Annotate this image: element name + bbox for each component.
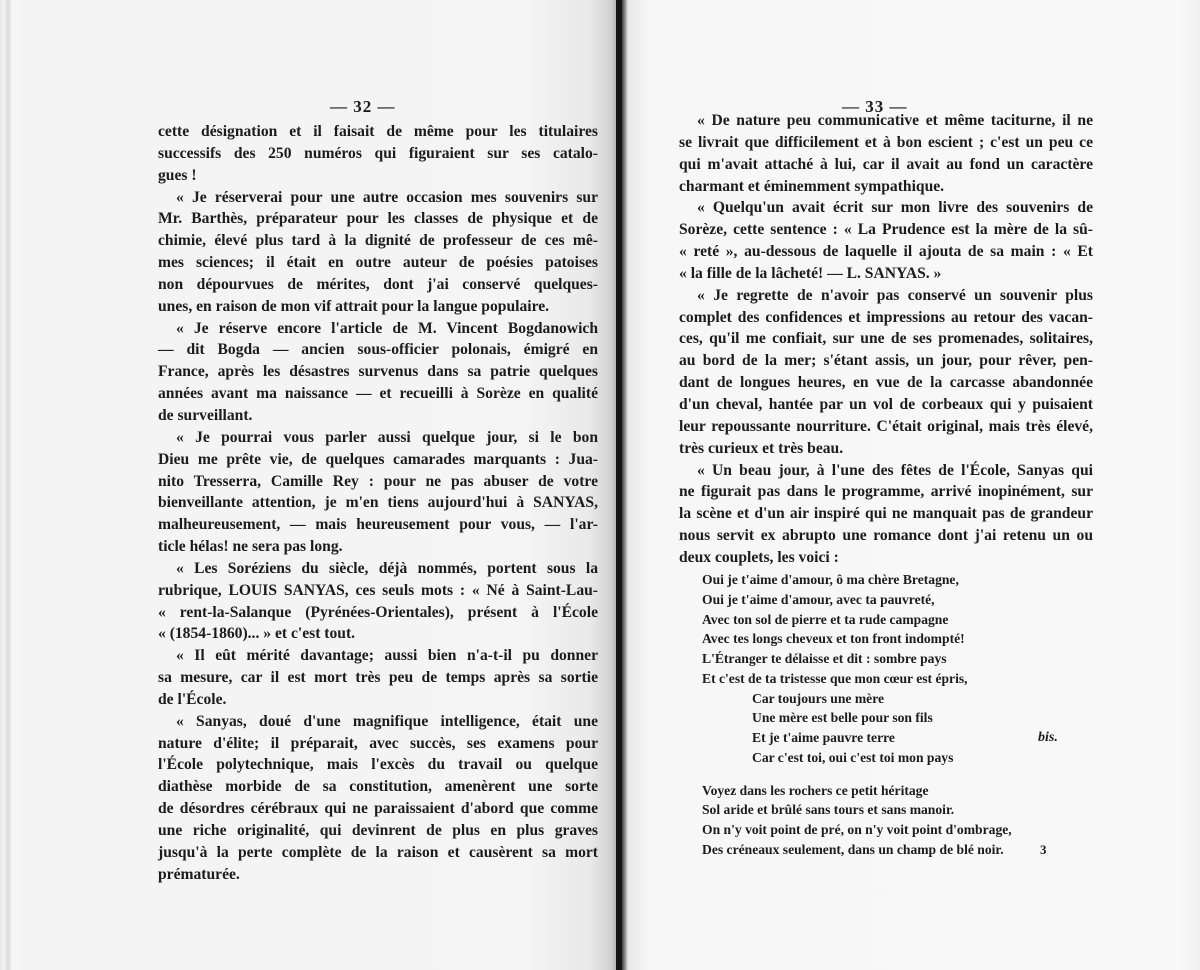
poem (702, 570, 1082, 860)
text-line: successifs des 250 numéros qui figuraient sur ses catalo- (158, 144, 598, 162)
right-page-text (679, 110, 1093, 569)
poem-verse: On n'y voit point de pré, on n'y voit point d'ombrage, (702, 822, 1012, 837)
refrain-repeat-mark: bis. (1038, 730, 1058, 745)
text-line: Dieu me prête vie, de quelques camarades marquants : Jua- (158, 450, 598, 468)
book-spine (616, 0, 622, 970)
text-line: « Je pourrai vous parler aussi quelque jour, si le bon (176, 428, 598, 446)
text-line: « Je réserve encore l'article de M. Vincent Bogdanowich (176, 319, 598, 337)
text-line: Mr. Barthès, préparateur pour les classes de physique et de (158, 210, 598, 228)
text-line: complet des confidences et impressions au retour des vacan- (679, 308, 1093, 326)
poem-verse: L'Étranger te délaisse et dit : sombre pays (702, 651, 947, 666)
poem-verse: Voyez dans les rochers ce petit héritage (702, 782, 929, 798)
text-line: « reté », au-dessous de laquelle il ajouta de sa main : « Et (679, 243, 1093, 261)
text-line: France, après les désastres survenus dans sa patrie quelques (158, 363, 598, 381)
text-line: « (1854-1860)... » et c'est tout. (158, 625, 356, 643)
text-line: ces, qu'il me confiait, sur une de ses promenades, solitaires, (679, 330, 1093, 348)
text-line: « rent-la-Salanque (Pyrénées-Orientales), présent à l'École (158, 603, 598, 621)
poem-verse: Des créneaux seulement, dans un champ de blé noir. (702, 841, 1004, 857)
poem-verse: Oui je t'aime d'amour, ô ma chère Bretagne, (702, 572, 959, 587)
poem-verse: Oui je t'aime d'amour, avec ta pauvreté, (702, 591, 935, 607)
text-line: unes, en raison de mon vif attrait pour la langue populaire. (158, 297, 550, 315)
text-line: gues ! (158, 166, 197, 184)
page-number-right: — 33 — (842, 97, 908, 116)
text-line: de désordres cérébraux qui ne paraissaient d'abord que comme (158, 800, 598, 818)
text-line: l'École polytechnique, mais l'excès du travail ou quelque (158, 756, 598, 774)
page-number-left: — 32 — (330, 97, 396, 116)
text-line: nous servit ex abrupto une romance dont j'ai retenu un ou (679, 527, 1093, 545)
text-line: années avant ma naissance — et recueilli à Sorèze en qualité (158, 385, 598, 403)
text-line: qui m'avait attaché à lui, car il avait au fond un caractère (679, 155, 1093, 173)
text-line: « Je réserverai pour une autre occasion mes souvenirs sur (176, 188, 598, 206)
poem-refrain (702, 689, 1082, 768)
text-line: rubrique, LOUIS SANYAS, ces seuls mots : « Né à Saint-Lau- (158, 581, 598, 599)
poem-verse: Car toujours une mère (752, 690, 885, 706)
poem-verse: Et je t'aime pauvre terre (752, 730, 895, 745)
text-line: dant de longues heures, en vue de la carcasse abandonnée (679, 374, 1093, 392)
poem-verse: Avec ton sol de pierre et ta rude campagne (702, 611, 949, 627)
text-line: nature d'élite; il préparait, avec succès, ses examens pour (158, 734, 598, 752)
text-line: « Sanyas, doué d'une magnifique intelligence, était une (176, 712, 598, 730)
text-line: une riche originalité, qui devinrent de plus en plus graves (158, 822, 598, 839)
text-line: « Quelqu'un avait écrit sur mon livre des souvenirs de (697, 199, 1093, 217)
text-line: — dit Bogda — ancien sous-officier polonais, émigré en (158, 341, 598, 359)
text-line: de surveillant. (158, 406, 253, 424)
text-line: non dépourvues de mérites, dont j'ai conservé quelques- (158, 275, 598, 293)
text-line: très curieux et très beau. (679, 439, 844, 457)
poem-stanza-1 (702, 570, 1082, 689)
text-line: « Je regrette de n'avoir pas conservé un souvenir plus (697, 286, 1093, 304)
text-line: « De nature peu communicative et même taciturne, il ne (697, 112, 1093, 129)
text-line: cette désignation et il faisait de même pour les titulaires (158, 123, 598, 140)
text-line: « Il eût mérité davantage; aussi bien n'a-t-il pu donner (176, 647, 598, 665)
text-line: mes sciences; il était en outre auteur de poésies patoises (158, 254, 598, 272)
text-line: bienveillante attention, je m'en tiens aujourd'hui à SANYAS, (158, 494, 598, 512)
text-line: ne figurait pas dans le programme, arrivé inopinément, sur (679, 483, 1093, 501)
signature-mark: 3 (1040, 842, 1047, 857)
text-line: se livrait que difficilement et à bon escient ; c'est un peu ce (679, 133, 1093, 151)
text-line: chimie, élevé plus tard à la dignité de professeur de ces mê- (158, 232, 598, 250)
text-line: charmant et éminemment sympathique. (679, 177, 945, 195)
poem-stanza-2 (702, 781, 1082, 860)
text-line: « la fille de la lâcheté! — L. SANYAS. » (679, 264, 942, 282)
text-line: Sorèze, cette sentence : « La Prudence est la mère de la sû- (679, 221, 1093, 239)
text-line: au bord de la mer; s'étant assis, un jour, pour rêver, pen- (679, 352, 1093, 370)
text-line: leur repoussante nourriture. C'était original, mais très élevé, (679, 417, 1093, 435)
poem-verse: Une mère est belle pour son fils (752, 710, 933, 726)
poem-verse: Sol aride et brûlé sans tours et sans manoir. (702, 802, 955, 818)
text-line: nito Tresserra, Camille Rey : pour ne pas abuser de votre (158, 472, 598, 490)
poem-verse: Car c'est toi, oui c'est toi mon pays (752, 749, 954, 765)
poem-verse: Avec tes longs cheveux et ton front indompté! (702, 631, 965, 647)
poem-verse: Et c'est de ta tristesse que mon cœur est épris, (702, 670, 968, 686)
text-line: jusqu'à la perte complète de la raison et causèrent sa mort (158, 843, 598, 861)
text-line: « Un beau jour, à l'une des fêtes de l'École, Sanyas qui (697, 461, 1093, 479)
text-line: sa mesure, car il est mort très peu de temps après sa sortie (158, 669, 598, 687)
text-line: de l'École. (158, 690, 227, 708)
text-line: deux couplets, les voici : (679, 548, 839, 566)
text-line: ticle hélas! ne sera pas long. (158, 538, 343, 556)
text-line: d'un cheval, hantée par un vol de corbeaux qui y puisaient (679, 395, 1093, 413)
text-line: la scène et d'un air inspiré qui ne manquait pas de grandeur (679, 505, 1093, 523)
text-line: « Les Soréziens du siècle, déjà nommés, portent sous la (176, 559, 598, 577)
text-line: malheureusement, — mais heureusement pour vous, — l'ar- (158, 516, 598, 534)
left-page-text (158, 121, 598, 886)
text-line: diathèse morbide de sa constitution, amenèrent une sorte (158, 778, 598, 796)
text-line: prématurée. (158, 865, 240, 883)
